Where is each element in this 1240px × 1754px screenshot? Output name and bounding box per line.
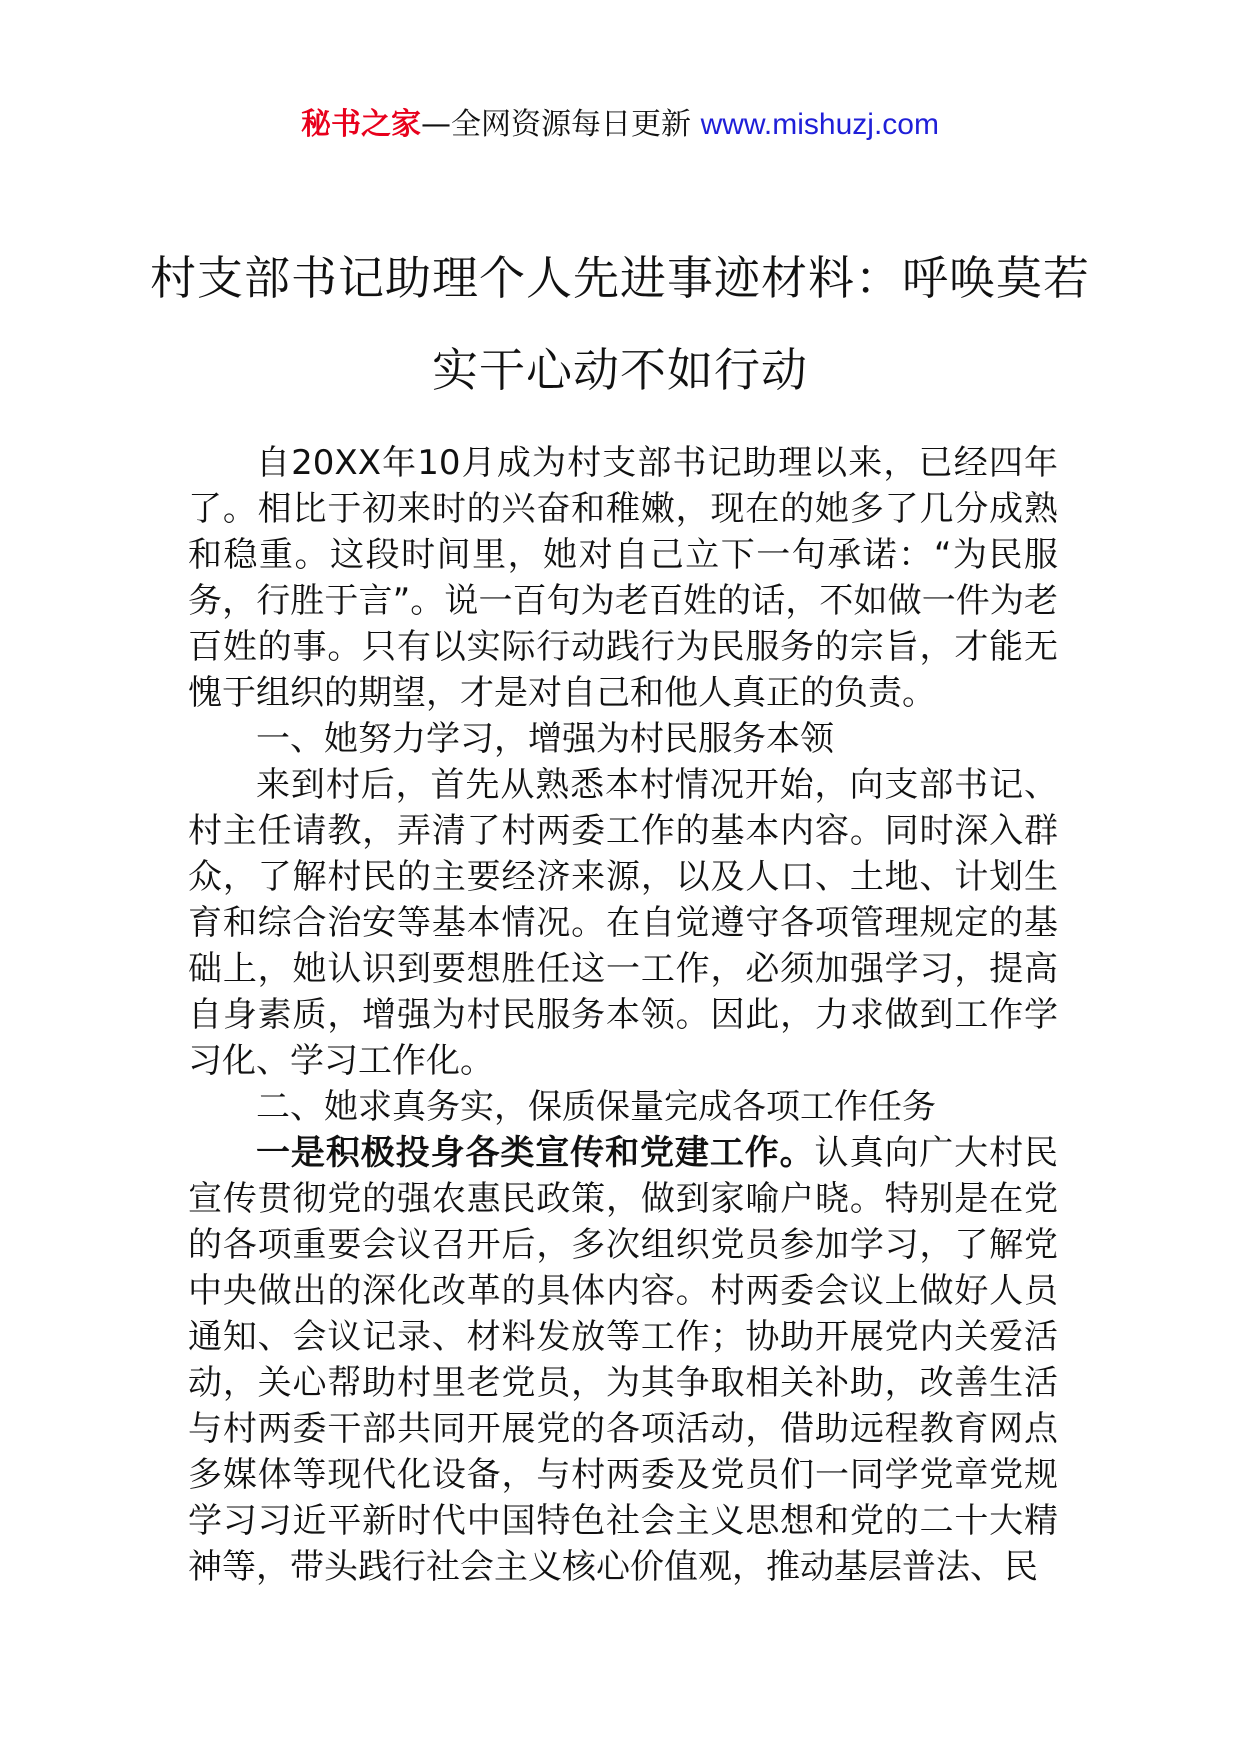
banner-tagline: —全网资源每日更新 xyxy=(421,107,692,142)
section-heading-2: 二、她求真务实，保质保量完成各项工作任务 xyxy=(256,1087,936,1127)
banner-brand: 秘书之家 xyxy=(301,107,422,142)
site-banner xyxy=(0,103,1240,147)
paragraph-propaganda xyxy=(188,1130,1058,1590)
paragraph-lead-bold: 一是积极投身各类宣传和党建工作。 xyxy=(256,1133,815,1173)
document-title: 村支部书记助理个人先进事迹材料：呼唤莫若实干心动不如行动 xyxy=(150,251,1090,397)
document-body xyxy=(188,440,1058,1590)
paragraph-intro: 自20XX年10月成为村支部书记助理以来，已经四年了。相比于初来时的兴奋和稚嫩，现在的她多了几分成熟和稳重。这段时间里，她对自己立下一句承诺：“为民服务，行胜于言”。说一百句为老百姓的话，不如做一件为老百姓的事。只有以实际行动践行为民服务的宗旨，才能无愧于组织的期望，才是对自己和他人真正的负责。 xyxy=(188,443,1058,713)
banner-url-link[interactable]: www.mishuzj.com xyxy=(700,108,939,141)
paragraph-propaganda-text: 认真向广大村民宣传贯彻党的强农惠民政策，做到家喻户晓。特别是在党的各项重要会议召开后，多次组织党员参加学习，了解党中央做出的深化改革的具体内容。村两委会议上做好人员通知、会议记录、材料发放等工作；协助开展党内关爱活动，关心帮助村里老党员，为其争取相关补助，改善生活与村两委干部共同开展党的各项活动，借助远程教育网点多媒体等现代化设备，与村两委及党员们一同学党章党规学习习近平新时代中国特色社会主义思想和党的二十大精神等，带头践行社会主义核心价值观，推动基层普法、民 xyxy=(188,1133,1059,1587)
section-heading-1: 一、她努力学习，增强为村民服务本领 xyxy=(256,719,834,759)
paragraph-study: 来到村后，首先从熟悉本村情况开始，向支部书记、村主任请教，弄清了村两委工作的基本内容。同时深入群众，了解村民的主要经济来源，以及人口、土地、计划生育和综合治安等基本情况。在自觉遵守各项管理规定的基础上，她认识到要想胜任这一工作，必须加强学习，提高自身素质，增强为村民服务本领。因此，力求做到工作学习化、学习工作化。 xyxy=(188,765,1058,1081)
